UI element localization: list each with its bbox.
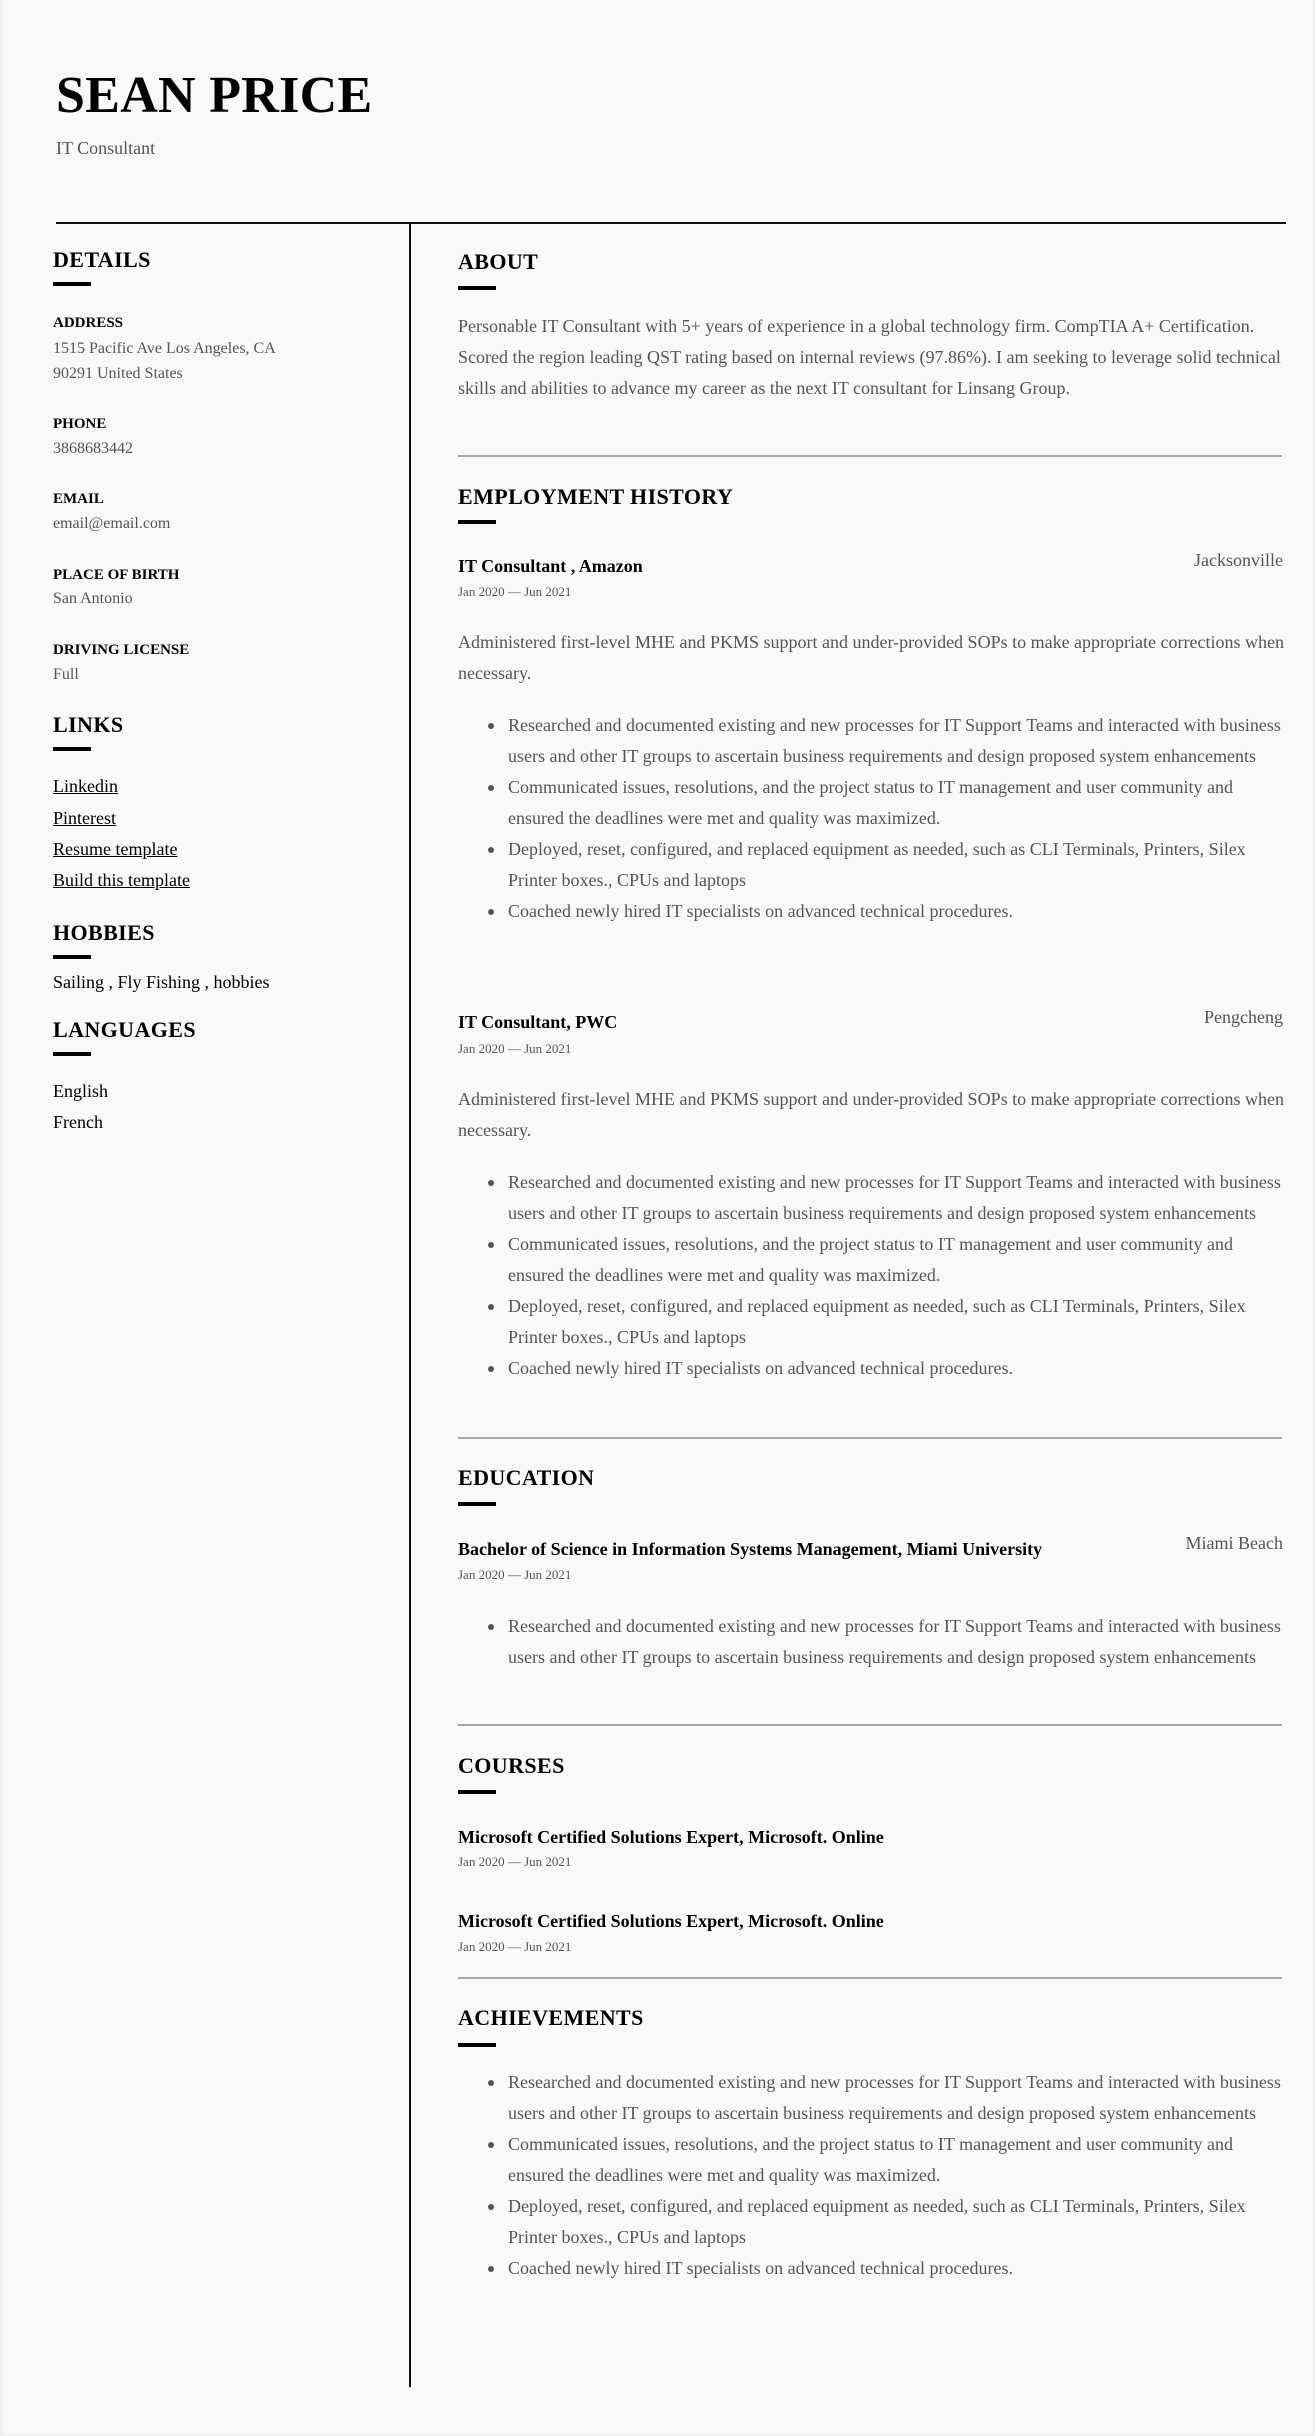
education-heading: EDUCATION [458,1465,595,1490]
phone-label: PHONE [53,416,107,432]
education-heading-bar [458,1502,496,1506]
languages-heading-bar [53,1052,91,1056]
resume-page [3,0,1313,2434]
details-heading-bar [53,282,91,286]
achievements-heading-bar [458,2043,496,2047]
education-bullets [458,1611,1282,1673]
hobbies-heading-bar [53,955,91,959]
achievements-bullets [458,2067,1282,2284]
bullet-item: Communicated issues, resolutions, and the project status to IT management and user community and ensured the deadlines were met and quality was maximized. [508,1229,1282,1291]
course-dates: Jan 2020 — Jun 2021 [458,1854,572,1869]
job-bullets [458,1167,1282,1384]
about-text: Personable IT Consultant with 5+ years of experience in a global technology firm. CompTIA A+ Certification. Scored the region leading QST rating based on internal reviews (97.86%). I am seeking to leverage solid technical skills and abilities to advance my career as the next IT consultant for Linsang Group. [458,316,1281,398]
job-title: IT Consultant , Amazon [458,556,643,576]
bullet-item: Communicated issues, resolutions, and the project status to IT management and user community and ensured the deadlines were met and quality was maximized. [508,2129,1282,2191]
bullet-item: Coached newly hired IT specialists on advanced technical procedures. [508,896,1282,927]
license-label: DRIVING LICENSE [53,642,190,658]
language-item: French [53,1112,103,1132]
phone-value: 3868683442 [53,440,133,457]
header-divider [56,222,1286,224]
job-dates: Jan 2020 — Jun 2021 [458,584,572,599]
link-build-template[interactable]: Build this template [53,870,190,890]
bullet-item: Researched and documented existing and new processes for IT Support Teams and interacted with business users and other IT groups to ascertain business requirements and design proposed system enhancements [508,2067,1282,2129]
address-label: ADDRESS [53,315,124,331]
section-separator [458,1724,1282,1726]
bullet-item: Deployed, reset, configured, and replaced equipment as needed, such as CLI Terminals, Printers, Silex Printer boxes., CPUs and laptops [508,834,1282,896]
bullet-item: Coached newly hired IT specialists on advanced technical procedures. [508,1353,1282,1384]
birth-value: San Antonio [53,590,133,607]
employment-heading: EMPLOYMENT HISTORY [458,484,734,509]
education-location: Miami Beach [1185,1533,1283,1553]
education-title: Bachelor of Science in Information Systems Management, Miami University [458,1539,1043,1559]
bullet-item: Deployed, reset, configured, and replaced equipment as needed, such as CLI Terminals, Printers, Silex Printer boxes., CPUs and laptops [508,1291,1282,1353]
section-separator [458,1977,1282,1979]
email-value: email@email.com [53,515,171,532]
course-title: Microsoft Certified Solutions Expert, Microsoft. Online [458,1827,884,1847]
job-location: Jacksonville [1194,550,1283,570]
job-title: IT Consultant, PWC [458,1012,618,1032]
details-heading: DETAILS [53,247,151,272]
candidate-name: SEAN PRICE [56,67,373,124]
license-value: Full [53,666,79,683]
bullet-item: Deployed, reset, configured, and replaced equipment as needed, such as CLI Terminals, Printers, Silex Printer boxes., CPUs and laptops [508,2191,1282,2253]
education-dates: Jan 2020 — Jun 2021 [458,1567,572,1582]
job-location: Pengcheng [1204,1007,1283,1027]
job-dates: Jan 2020 — Jun 2021 [458,1041,572,1056]
links-heading-bar [53,747,91,751]
hobbies-heading: HOBBIES [53,920,155,945]
link-resume-template[interactable]: Resume template [53,839,178,859]
courses-heading: COURSES [458,1753,565,1778]
column-divider [409,222,411,2387]
birth-label: PLACE OF BIRTH [53,567,180,583]
job-description: Administered first-level MHE and PKMS support and under-provided SOPs to make appropriate corrections when necessary. [458,632,1284,683]
section-separator [458,455,1282,457]
hobbies-text: Sailing , Fly Fishing , hobbies [53,972,270,992]
links-heading: LINKS [53,712,124,737]
achievements-heading: ACHIEVEMENTS [458,2005,644,2030]
bullet-item: Communicated issues, resolutions, and the project status to IT management and user community and ensured the deadlines were met and quality was maximized. [508,772,1282,834]
candidate-title: IT Consultant [56,138,156,158]
course-title: Microsoft Certified Solutions Expert, Microsoft. Online [458,1911,884,1931]
job-bullets [458,710,1282,927]
bullet-item: Researched and documented existing and new processes for IT Support Teams and interacted with business users and other IT groups to ascertain business requirements and design proposed system enhancements [508,1167,1282,1229]
employment-heading-bar [458,520,496,524]
language-item: English [53,1081,109,1101]
courses-heading-bar [458,1790,496,1794]
about-heading: ABOUT [458,249,539,274]
section-separator [458,1437,1282,1439]
bullet-item: Coached newly hired IT specialists on advanced technical procedures. [508,2253,1282,2284]
address-line-1: 1515 Pacific Ave Los Angeles, CA [53,340,276,357]
languages-heading: LANGUAGES [53,1017,196,1042]
bullet-item: Researched and documented existing and new processes for IT Support Teams and interacted with business users and other IT groups to ascertain business requirements and design proposed system enhancements [508,710,1282,772]
job-description: Administered first-level MHE and PKMS support and under-provided SOPs to make appropriate corrections when necessary. [458,1089,1284,1140]
bullet-item: Researched and documented existing and new processes for IT Support Teams and interacted with business users and other IT groups to ascertain business requirements and design proposed system enhancements [508,1611,1282,1673]
address-line-2: 90291 United States [53,365,183,382]
course-dates: Jan 2020 — Jun 2021 [458,1939,572,1954]
about-heading-bar [458,286,496,290]
email-label: EMAIL [53,491,104,507]
link-linkedin[interactable]: Linkedin [53,776,118,796]
link-pinterest[interactable]: Pinterest [53,808,116,828]
